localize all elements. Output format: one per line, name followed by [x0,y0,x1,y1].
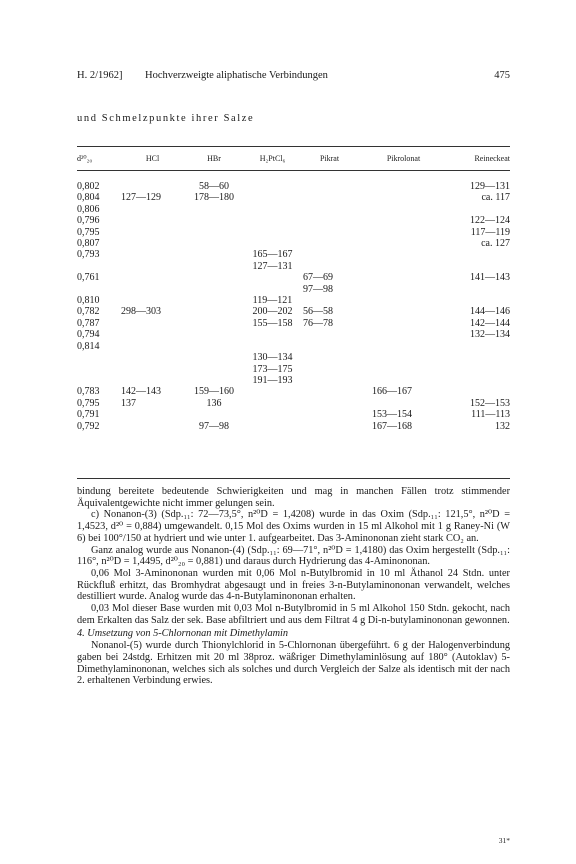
table-cell [358,238,449,249]
table-cell: 132 [495,420,510,432]
table-cell [449,295,510,306]
table-cell: 144—146 [470,306,510,318]
table-cell: 191—193 [252,374,293,386]
table-cell [244,398,301,409]
table-cell: 0,814 [77,340,100,352]
table-cell [77,352,121,363]
table-cell [244,329,301,340]
table-row [77,215,510,226]
table-cell: 0,796 [77,215,100,227]
table-cell [301,227,358,238]
section-heading: 4. Umsetzung von 5-Chlornonan mit Dimethylamin [77,628,289,640]
table-row [77,238,510,249]
table-cell [244,204,301,215]
table-cell [77,364,121,375]
table-cell [121,352,184,363]
table-cell [244,272,301,283]
table-cell [184,238,244,249]
table-cell: 0,792 [77,420,100,432]
table-cell [121,249,184,260]
table-cell [358,272,449,283]
table-cell [77,261,121,272]
table-cell [358,306,449,317]
table-row [77,375,510,386]
table-top-rule [77,146,510,147]
table-cell: 142—143 [121,386,161,398]
table-cell [358,364,449,375]
table-cell [301,352,358,363]
paragraph: Ganz analog wurde aus Nonanon-(4) (Sdp.₁₁: 69—71°, n²⁰D = 1,4180) das Oxim hergestellt (Sdp.₁₁: 116°, n²⁰D = 1,4495, d²⁰₂₀ = 0,881) und daraus durch Hydrierung das 4-Aminononan. [77,544,510,568]
table-cell: 0,782 [77,306,100,318]
table-row [77,295,510,306]
table-cell [358,227,449,238]
table-cell [121,421,184,432]
table-cell: 159—160 [194,386,234,398]
table-cell: 122—124 [470,215,510,227]
table-cell: 0,802 [77,181,100,192]
paragraph: 0,03 Mol dieser Base wurden mit 0,03 Mol n-Butylbromid in 5 ml Alkohol 150 Stdn. gekocht, nach dem Erkalten das Salz der sek. Base abfiltriert und aus dem Filtrat 4 g Di-n-butylaminononan gewonnen. [77,603,510,626]
table-cell [301,421,358,432]
table-bottom-rule [77,478,510,479]
table-cell [301,364,358,375]
table-cell [121,364,184,375]
table-cell [184,364,244,375]
table-cell [358,352,449,363]
table-cell [358,204,449,215]
table-cell [121,284,184,295]
table-cell [184,329,244,340]
table-cell: 178—180 [194,192,234,204]
table-row [77,386,510,397]
table-cell [301,249,358,260]
table-cell: 127—129 [121,192,161,204]
column-header: HBr [207,154,221,164]
table-cell [449,284,510,295]
table-cell [358,261,449,272]
table-header-rule [77,170,510,171]
table-cell: 0,783 [77,386,100,398]
table-cell [244,215,301,226]
table-cell: 67—69 [303,272,333,284]
table-cell [301,329,358,340]
table-cell [301,215,358,226]
column-header: d²⁰₂₀ [77,154,93,164]
table-cell [121,169,184,192]
table-cell: 127—131 [252,260,293,272]
table-cell [244,227,301,238]
table-cell [244,386,301,397]
paragraph: 0,06 Mol 3-Aminononan wurden mit 0,06 Mol n-Butylbromid in 10 ml Äthanol 24 Stdn. unter Rückfluß erhitzt, das Bromhydrat abgesaugt und in freies 3-n-Butylaminononan verwandelt, welches destilliert wurde. Analog wurde das 4-n-Butylaminononan erhalten. [77,567,510,603]
table-cell: 155—158 [252,317,293,329]
table-body [77,169,510,432]
table-cell [301,204,358,215]
table-cell: 173—175 [252,363,293,375]
table-cell [121,329,184,340]
table-cell [358,341,449,352]
table-cell: 132—134 [470,329,510,341]
table-row [77,204,510,215]
table-row [77,364,510,375]
salts-table [77,149,510,432]
table-row [77,272,510,283]
table-cell [358,284,449,295]
table-row [77,192,510,203]
table-cell [301,261,358,272]
table-row [77,341,510,352]
table-cell [121,238,184,249]
table-row [77,227,510,238]
table-cell [358,375,449,386]
table-cell: 56—58 [303,306,333,318]
table-cell [121,204,184,215]
table-cell [301,169,358,192]
table-cell: 167—168 [372,420,412,432]
table-cell [184,227,244,238]
table-cell [121,215,184,226]
table-cell: 0,804 [77,192,100,204]
table-cell [121,295,184,306]
table-cell [301,192,358,203]
table-cell [184,409,244,420]
signature-mark: 31* [498,836,510,845]
table-cell [244,421,301,432]
table-cell: 58—60 [199,181,229,192]
table-cell: 97—98 [303,283,333,295]
table-cell: 0,806 [77,203,100,215]
table-caption: und Schmelzpunkte ihrer Salze [77,113,255,124]
table-cell [121,272,184,283]
table-cell: 129—131 [470,181,510,192]
table-cell [77,284,121,295]
table-row [77,306,510,317]
table-row [77,421,510,432]
journal-issue: H. 2/1962] [77,70,123,81]
table-row [77,352,510,363]
table-cell: 0,793 [77,249,100,261]
table-cell [184,204,244,215]
table-cell [184,375,244,386]
table-row [77,329,510,340]
table-cell [184,341,244,352]
table-cell: 0,791 [77,409,100,421]
table-cell [449,261,510,272]
table-cell: 0,810 [77,295,100,307]
table-cell: ca. 117 [481,192,510,204]
table-row [77,261,510,272]
table-cell [301,238,358,249]
table-cell: 165—167 [252,249,293,261]
table-header-row [77,149,510,169]
column-header: Pikrolonat [386,154,421,164]
paragraph: c) Nonanon-(3) (Sdp.₁₁: 72—73,5°, n²⁰D = 1,4208) wurde in das Oxim (Sdp.₁₁: 121,5°, n²⁰D = 1,4523, d²⁰ = 0,884) umgewandelt. 0,15 Mol des Oxims wurden in 15 ml Alkohol mit 1 g Raney-Ni (W 6) bei 100°/150 at hydriert und wie unter 1. aufgearbeitet. Das 3-Aminononan zieht stark CO₂ an. [77,509,510,544]
table-cell [358,192,449,203]
table-cell [358,169,449,192]
table-cell [184,215,244,226]
table-cell: 97—98 [199,420,229,432]
paragraph: bindung bereitete bedeutende Schwierigkeiten und mag in manchen Fällen trotz stimmender Äquivalentgewichte nicht immer gelungen sein. [77,486,510,509]
table-cell [184,261,244,272]
table-cell [301,409,358,420]
table-cell [449,352,510,363]
table-row [77,169,510,192]
column-header: Pikrat [319,154,340,164]
table-cell [244,341,301,352]
table-cell [449,204,510,215]
table-cell [301,386,358,397]
table-cell [121,341,184,352]
column-header: HCl [145,154,160,164]
table-cell [121,318,184,329]
page-number: 475 [494,70,510,81]
table-cell: 0,795 [77,226,100,238]
table-cell [244,284,301,295]
table-row [77,409,510,420]
table-cell [244,238,301,249]
table-cell [301,341,358,352]
table-cell [184,306,244,317]
table-cell [358,318,449,329]
column-header: Reineckeat [474,154,510,164]
table-cell [301,375,358,386]
table-cell [449,375,510,386]
table-cell: 153—154 [372,409,412,421]
table-cell [358,398,449,409]
table-cell [301,398,358,409]
body-text [77,486,510,687]
table-cell [184,318,244,329]
table-cell: 200—202 [252,306,293,318]
table-cell: 117—119 [470,226,510,238]
running-title: Hochverzweigte aliphatische Verbindungen [145,70,328,81]
table-cell [358,215,449,226]
table-row [77,284,510,295]
table-cell: 0,795 [77,397,100,409]
table-cell [184,352,244,363]
table-cell: 152—153 [470,397,510,409]
table-cell [449,364,510,375]
table-row [77,249,510,260]
table-cell [184,284,244,295]
table-cell [358,329,449,340]
table-row [77,318,510,329]
table-cell: 142—144 [470,317,510,329]
table-cell: 0,787 [77,317,100,329]
table-cell [244,409,301,420]
table-cell [449,249,510,260]
table-cell: 76—78 [303,317,333,329]
table-row [77,398,510,409]
table-cell: 0,794 [77,329,100,341]
table-cell [449,341,510,352]
table-cell: 130—134 [252,352,293,364]
table-cell: 111—113 [471,409,510,421]
table-cell [77,375,121,386]
column-header: H₂PtCl₆ [259,154,286,164]
table-cell [121,261,184,272]
table-cell: 166—167 [372,386,412,398]
table-cell: 298—303 [121,306,161,318]
table-cell [184,249,244,260]
table-cell [184,295,244,306]
table-cell [121,227,184,238]
table-cell [449,386,510,397]
table-cell [244,169,301,192]
table-cell [358,249,449,260]
table-cell: 0,761 [77,272,100,284]
paragraph: Nonanol-(5) wurde durch Thionylchlorid in 5-Chlornonan übergeführt. 6 g der Halogenverbindung gaben bei 24stdg. Erhitzen mit 20 ml 38proz. wäßriger Dimethylaminlösung auf 180° (Autoklav) 5-Dimethylaminononan, welches sich als solches und durch Vergleich der Salze als identisch mit der nach 2. erhaltenen Verbindung erwies. [77,640,510,687]
table-cell: 136 [206,397,222,409]
table-cell: ca. 127 [481,238,510,250]
table-cell [301,295,358,306]
table-cell [121,409,184,420]
table-cell: 119—121 [252,295,293,307]
table-cell [244,192,301,203]
table-cell [184,272,244,283]
table-cell: 0,807 [77,238,100,250]
table-cell [121,375,184,386]
table-cell [358,295,449,306]
table-cell: 141—143 [470,272,510,284]
table-cell: 137 [121,397,136,409]
